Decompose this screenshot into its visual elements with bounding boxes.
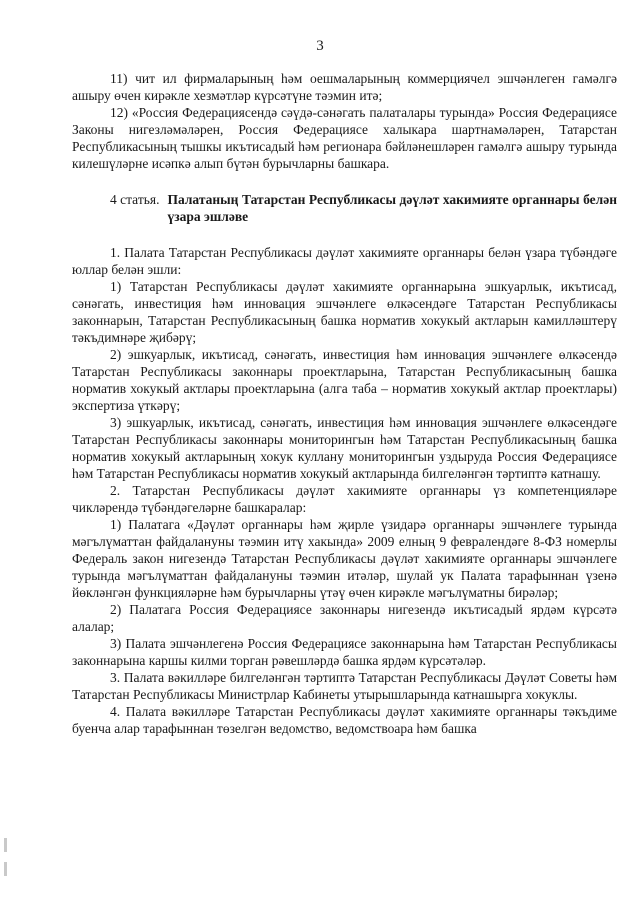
paragraph-clause-2-item-3: 3) Палата эшчәнлегенә Россия Федерациясе законнарына һәм Татарстан Республикасы законнарына каршы килми торган рәвешләрдә башка ярдәм күрсәтәләр. (72, 636, 617, 668)
paragraph-clause-2-item-1: 1) Палатага «Дәүләт органнары һәм җирле үзидарә органнары эшчәнлеге турында мәгълүматтан файдалануны тәэмин итү хакында» 2009 елның 9 февралендәге 8-ФЗ номерлы Федераль закон нигезендә Татарстан Республикасы дәүләт хакимияте органнары эшчәнлеге турында мәгълүматтан файдалануны тәэмин итәләр, шулай ук Палата тарафыннан үзенә йөкләнгән функцияләрне һәм бурычларны үтәү өчен кирәкле мәгълүматны бирәләр; (72, 517, 617, 600)
article-number: 4 статья. (110, 192, 160, 207)
scan-edge-mark (4, 838, 7, 852)
page-number: 3 (316, 38, 324, 54)
paragraph-clause-1-item-1: 1) Татарстан Республикасы дәүләт хакимияте органнарына эшкуарлык, икътисад, сәнәгать, инвестиция һәм инновация эшчәнлеге өлкәсендәге Татарстан Республикасы законнарын, Татарстан Республикасының башка норматив хокукый актларын камилләштерү тәкъдимнәре җибәрү; (72, 279, 617, 345)
paragraph-clause-1-item-2: 2) эшкуарлык, икътисад, сәнәгать, инвестиция һәм инновация эшчәнлеге өлкәсендә Татарстан Республикасы законнары проектларына, Татарстан Республикасының башка норматив хокукый актлары проектларына (алга таба – норматив хокукый актлар проектлары) экспертиза үткәрү; (72, 347, 617, 413)
document-body (72, 70, 617, 737)
paragraph-item-11: 11) чит ил фирмаларының һәм оешмаларының коммерциячел эшчәнлеген гамәлгә ашыру өчен кирәкле хезмәтләр күрсәтүне тәэмин итә; (72, 71, 617, 103)
paragraph-clause-4: 4. Палата вәкилләре Татарстан Республикасы дәүләт хакимияте органнары тәкъдиме буенча алар тарафыннан төзелгән ведомство, ведомствоара һәм башка (72, 704, 617, 736)
paragraph-clause-1: 1. Палата Татарстан Республикасы дәүләт хакимияте органнары белән үзара түбәндәге юллар белән эшли: (72, 245, 617, 277)
article-heading (110, 191, 617, 225)
paragraph-clause-2-item-2: 2) Палатага Россия Федерациясе законнары нигезендә икътисадый ярдәм күрсәтә алалар; (72, 602, 617, 634)
article-title: Палатаның Татарстан Республикасы дәүләт хакимияте органнары белән үзара эшләве (167, 192, 617, 224)
paragraph-item-12: 12) «Россия Федерациясендә сәүдә-сәнәгать палаталары турында» Россия Федерациясе Законы нигезләмәләрен, Россия Федерациясе халыкара шартнамәләрен, Татарстан Республикасының тышкы икътисадый һәм регионара бәйләнешләрен гамәлгә ашыру турында килешүләрне исәпкә алып бүтән бурычларны башкара. (72, 105, 617, 171)
paragraph-clause-3: 3. Палата вәкилләре билгеләнгән тәртиптә Татарстан Республикасы Дәүләт Советы һәм Татарстан Республикасы Министрлар Кабинеты утырышларында катнашырга хокуклы. (72, 670, 617, 702)
paragraph-clause-2: 2. Татарстан Республикасы дәүләт хакимияте органнары үз компетенцияләре чикләрендә түбәндәгеләрне башкаралар: (72, 483, 617, 515)
paragraph-clause-1-item-3: 3) эшкуарлык, икътисад, сәнәгать, инвестиция һәм инновация эшчәнлеге өлкәсендәге Татарстан Республикасы законнары мониторингын һәм Татарстан Республикасының башка норматив хокукый актларының хокук куллану мониторингын уздыруда Россия Федерациясе һәм Татарстан Республикасы норматив хокукый актларында билгеләнгән тәртиптә катнашу. (72, 415, 617, 481)
scan-edge-mark (4, 862, 7, 876)
